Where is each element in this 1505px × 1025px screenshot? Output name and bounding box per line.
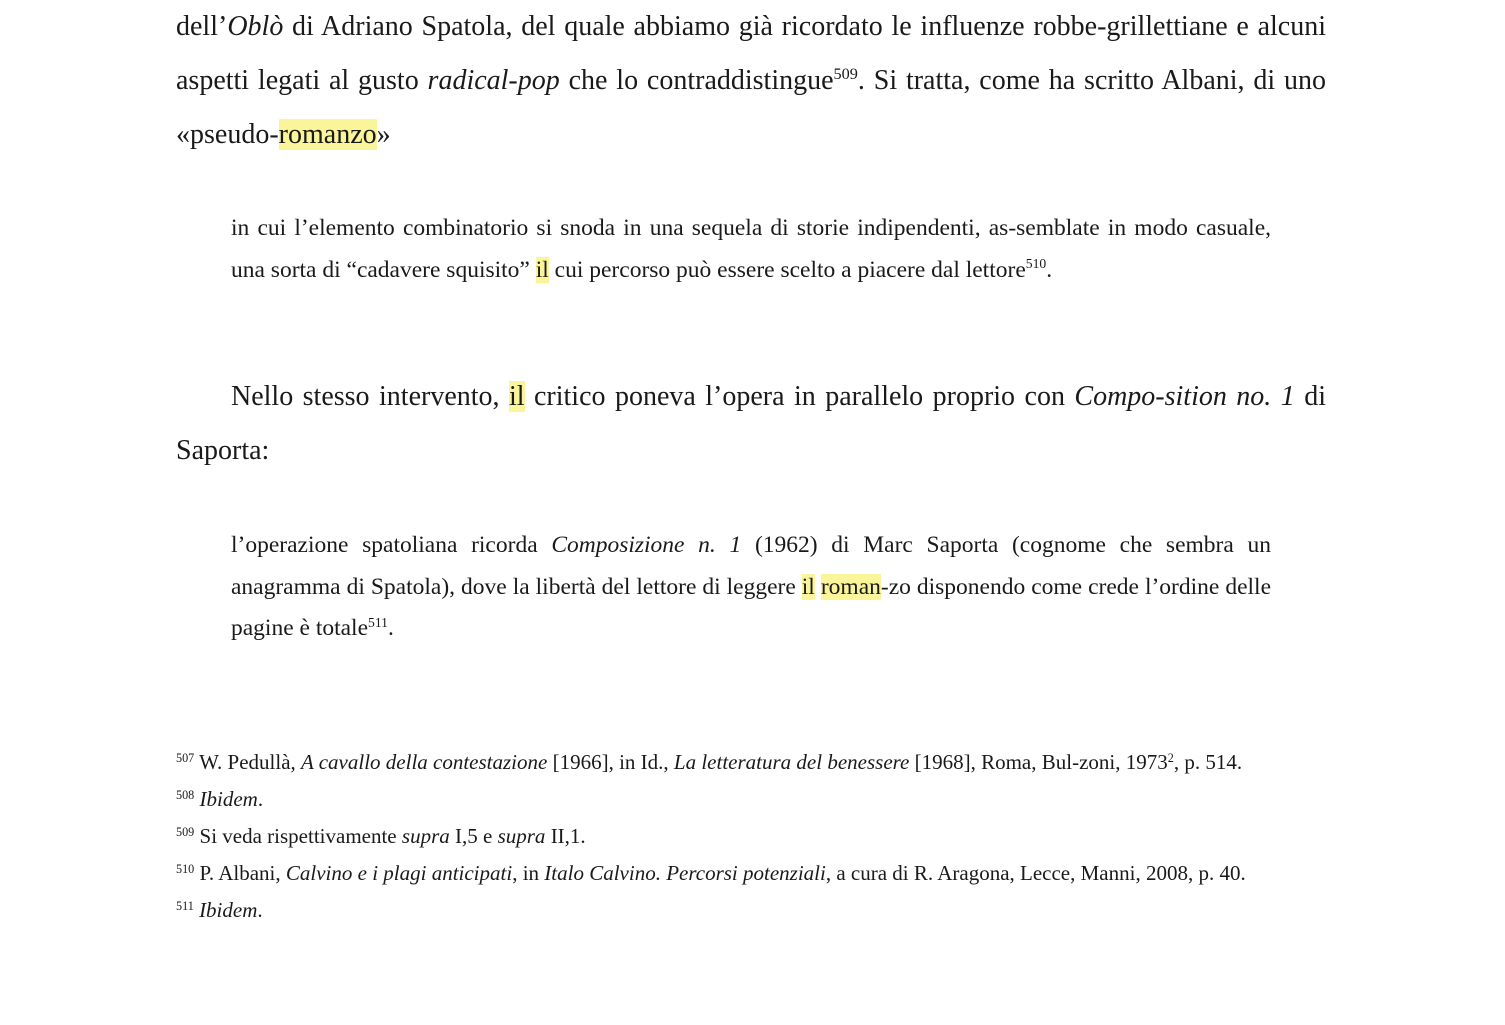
block-quote-2 [231,525,1271,650]
text-run: P. Albani, [194,861,286,885]
footnote-ref-509[interactable]: 509 [833,65,858,84]
text-run: , p. 514. [1173,750,1243,774]
footnote-ref-510[interactable]: 510 [1025,256,1047,272]
italic-supra: supra [401,824,450,848]
footnote-number: 507 [176,750,195,765]
text-run: di Adriano Spatola, del quale abbiamo già ricordato le influenze robbe-grillettiane e alcuni aspetti legati al gusto [176,11,1326,96]
italic-ibidem: Ibidem [199,787,258,811]
search-highlight: romanzo [278,119,377,150]
body-paragraph-2 [176,370,1326,478]
text-run: , a cura di R. Aragona, Lecce, Manni, 2008, p. 40. [825,861,1246,885]
text-run: II,1. [545,824,586,848]
footnote-number: 510 [176,861,195,876]
italic-title: La letteratura del benessere [673,750,910,774]
footnote-508 [176,781,1326,818]
footnote-511 [176,892,1326,929]
text-run: . [1046,256,1053,283]
text-run: . [257,898,263,922]
text-run: (1962) di Marc Saporta (cognome che sembra un anagramma di Spatola), dove la libertà del lettore di leggere [231,532,1271,600]
text-run: » [376,119,391,150]
footnote-ref-511[interactable]: 511 [368,614,388,630]
footnote-number: 509 [176,824,195,839]
text-run: Si veda rispettivamente [194,824,402,848]
text-run: l’operazione spatoliana ricorda [231,532,552,558]
text-run: . Si tratta, come ha scritto Albani, di uno «pseudo- [176,65,1326,150]
text-run: I,5 e [449,824,498,848]
text-run: [1966], in Id., [547,750,674,774]
text-run: . [387,615,394,641]
text-run [815,574,821,600]
search-highlight: il [535,256,549,283]
italic-title-composition: Compo-sition no. 1 [1074,381,1295,412]
text-run: W. Pedullà, [194,750,302,774]
footnote-number: 508 [176,787,195,802]
text-run: . [257,787,264,811]
footnote-509 [176,818,1326,855]
text-run: cui percorso può essere scelto a piacere dal lettore [548,256,1026,283]
footnote-510 [176,855,1326,892]
block-quote-1 [231,208,1271,291]
search-highlight: il [508,381,525,412]
search-highlight: il [801,573,815,600]
text-run: che lo contraddistingue [559,65,834,96]
italic-title-composizione: Composizione n. 1 [551,532,742,558]
italic-title: Calvino e i plagi anticipati [285,861,513,885]
text-run: , in [512,861,545,885]
italic-supra: supra [497,824,546,848]
text-run: in cui l’elemento combinatorio si snoda in una sequela di storie indipendenti, as-semblate in modo casuale, una sorta di “cadavere squisito” [231,215,1271,283]
footnote-number: 511 [176,898,194,913]
italic-title: Italo Calvino. Percorsi potenziali [544,861,826,885]
italic-term: radical-pop [427,65,560,96]
text-run: critico poneva l’opera in parallelo proprio con [524,381,1075,412]
italic-title-oblo: Oblò [227,11,284,42]
body-paragraph-1 [176,0,1326,162]
footnotes-section [176,744,1326,929]
text-run: [1968], Roma, Bul-zoni, 1973 [909,750,1168,774]
text-run: di Saporta: [176,381,1326,466]
italic-ibidem: Ibidem [199,898,258,922]
italic-title: A cavallo della contestazione [301,750,548,774]
text-run: -zo disponendo come crede l’ordine delle pagine è totale [231,573,1272,641]
text-run: Nello stesso intervento, [231,381,509,412]
footnote-507 [176,744,1326,781]
edition-superscript: 2 [1167,750,1174,765]
text-run: dell’ [176,11,228,42]
search-highlight: roman [820,573,881,600]
